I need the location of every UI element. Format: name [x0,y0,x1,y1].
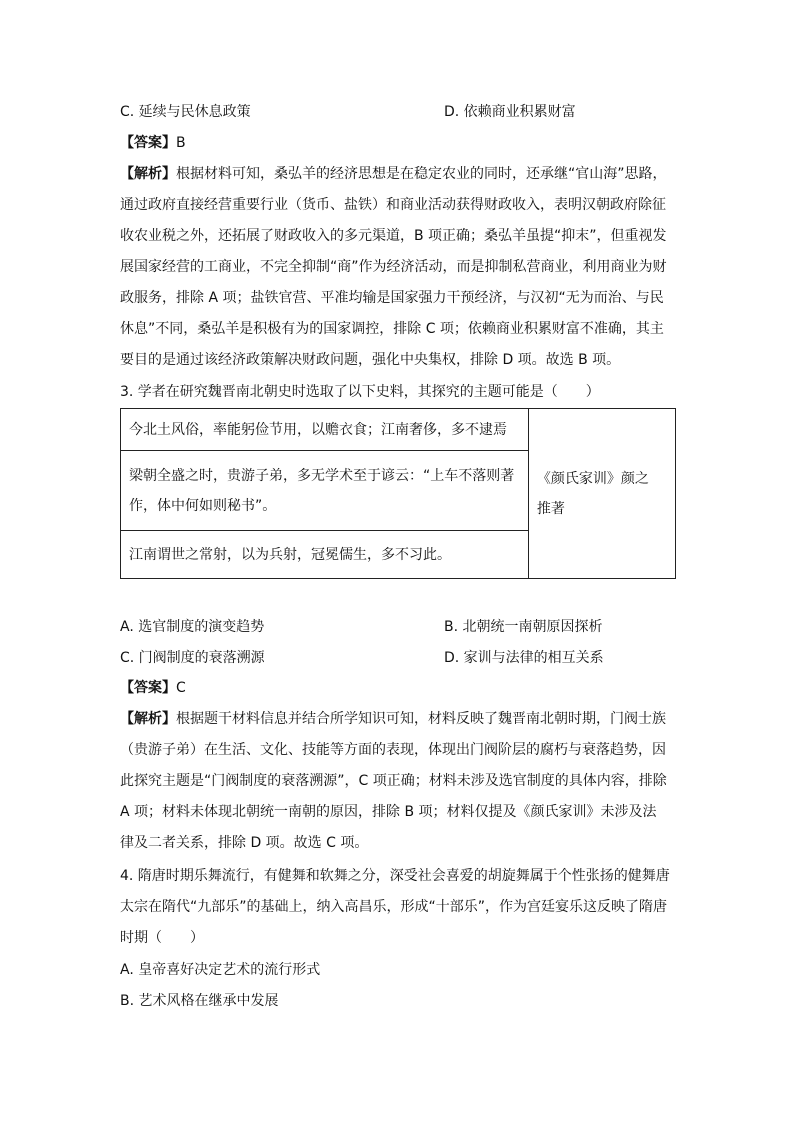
q3-source-line1: 《颜氏家训》颜之 [536,470,649,487]
q2-analysis-line [120,164,667,184]
q3-answer-value: C [176,680,186,696]
q4-option-a: A. 皇帝喜好决定艺术的流行形式 [120,962,321,978]
q3-option-d: D. 家训与法律的相互关系 [444,650,604,666]
q3-answer [120,678,186,698]
q2-analysis-line: 收农业税之外，还拓展了财政收入的多元渠道，B 项正确；桑弘羊虽提“抑末”，但重视发 [120,228,667,244]
q3-row2-line1: 梁朝全盛之时，贵游子弟，多无学术至于谚云：“上车不落则著 [129,467,515,484]
q2-analysis-line: 展国家经营的工商业，不完全抑制“商”作为经济活动，而是抑制私营商业，利用商业为财 [120,259,667,275]
q2-analysis-line: 休息”不同，桑弘羊是积极有为的国家调控，排除 C 项；依赖商业积累财富不准确，其主 [120,321,664,337]
q3-source-line2: 推著 [536,500,565,517]
q2-answer-tag: 【答案】 [120,135,176,151]
q2-answer [120,133,186,153]
q2-answer-value: B [176,135,186,151]
q3-answer-tag: 【答案】 [120,680,176,696]
q2-analysis-line: 通过政府直接经营重要行业（货币、盐铁）和商业活动获得财政收入，表明汉朝政府除征 [120,197,666,213]
q4-stem-line: 时期（ ） [120,930,204,946]
q2-analysis-tag: 【解析】 [120,166,176,182]
q3-row2-line2: 作，体中何如则秘书”。 [129,497,277,514]
q3-analysis-line: A 项；材料未体现北朝统一南朝的原因，排除 B 项；材料仅提及《颜氏家训》未涉及法 [120,804,657,820]
q3-table-row2 [121,451,529,531]
q3-analysis-line: （贵游子弟）在生活、文化、技能等方面的表现，体现出门阀阶层的腐朽与衰落趋势，因 [120,742,666,758]
q3-analysis-line: 律及二者关系，排除 D 项。故选 C 项。 [120,835,369,851]
q3-analysis-text: 根据题干材料信息并结合所学知识可知，材料反映了魏晋南北朝时期，门阀士族 [176,711,666,727]
q4-option-b: B. 艺术风格在继承中发展 [120,993,279,1009]
q2-analysis-line: 要目的是通过该经济政策解决财政问题，强化中央集权，排除 D 项。故选 B 项。 [120,352,621,368]
q2-option-c: C. 延续与民休息政策 [120,104,251,120]
q3-option-a: A. 选官制度的演变趋势 [120,619,265,635]
q3-option-c: C. 门阀制度的衰落溯源 [120,650,265,666]
q4-stem-line: 太宗在隋代“九部乐”的基础上，纳入高昌乐，形成“十部乐”，作为宫廷宴乐这反映了隋唐 [120,899,668,915]
q3-source-table [120,408,676,579]
q3-analysis-tag: 【解析】 [120,711,176,727]
q2-analysis-line: 政服务，排除 A 项；盐铁官营、平准均输是国家强力干预经济，与汉初“无为而治、与民 [120,290,664,306]
q3-analysis-line [120,709,666,729]
q3-analysis-line: 此探究主题是“门阀制度的衰落溯源”，C 项正确；材料未涉及选官制度的具体内容，排除 [120,773,667,789]
q3-table-source [528,409,675,579]
q4-stem-line: 4. 隋唐时期乐舞流行，有健舞和软舞之分，深受社会喜爱的胡旋舞属于个性张扬的健舞唐 [120,868,670,884]
q3-option-b: B. 北朝统一南朝原因探析 [444,619,603,635]
q3-table-row3: 江南谓世之常射，以为兵射，冠冕儒生，多不习此。 [121,531,529,579]
q3-table-row1: 今北土风俗，率能躬俭节用，以赡衣食；江南奢侈，多不逮焉 [121,409,529,451]
q2-analysis-text: 根据材料可知，桑弘羊的经济思想是在稳定农业的同时，还承继“官山海”思路， [176,166,667,182]
q3-stem: 3. 学者在研究魏晋南北朝史时选取了以下史料，其探究的主题可能是（ ） [120,384,600,400]
q2-option-d: D. 依赖商业积累财富 [444,104,576,120]
